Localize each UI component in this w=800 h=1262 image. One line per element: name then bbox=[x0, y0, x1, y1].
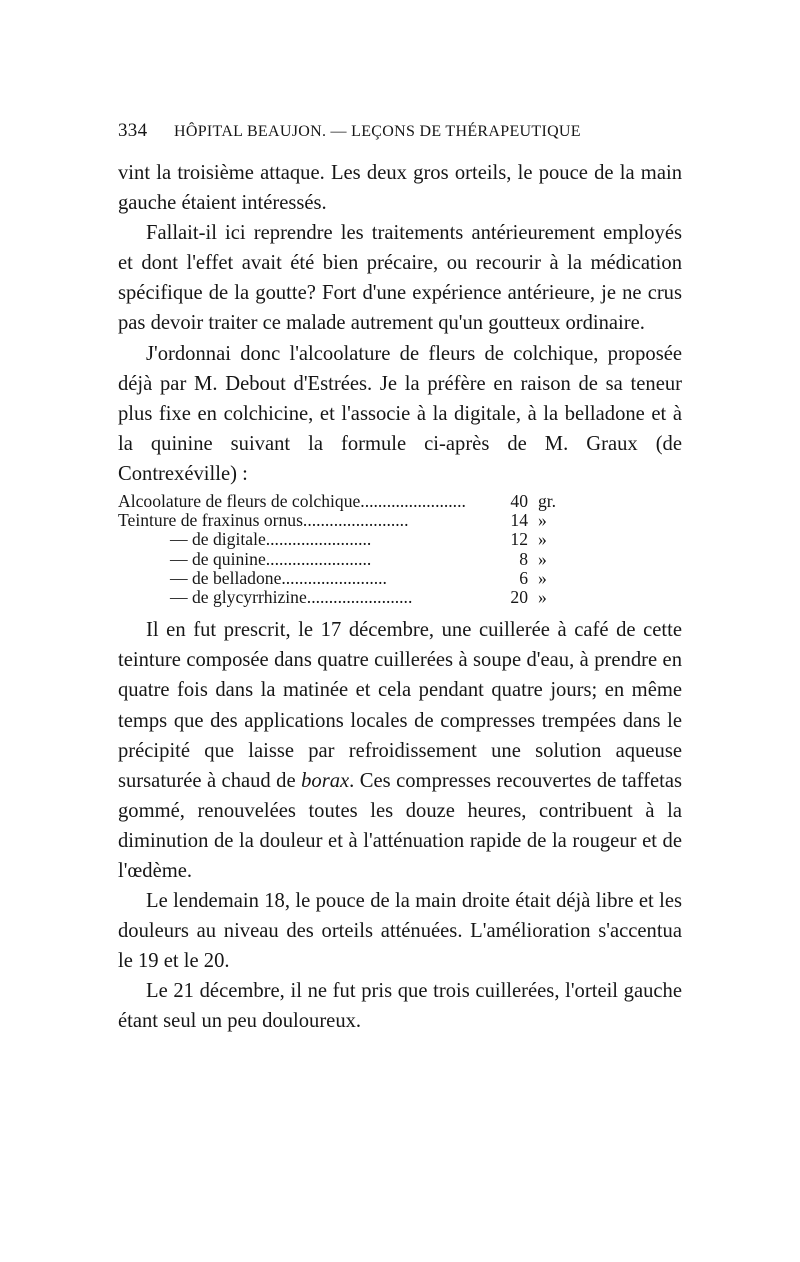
ingredient-name: Teinture de fraxinus ornus........................ bbox=[118, 511, 409, 531]
running-title: HÔPITAL BEAUJON. — LEÇONS DE THÉRAPEUTIQUE bbox=[174, 123, 581, 140]
formula-row bbox=[118, 511, 682, 530]
formula-row bbox=[118, 530, 682, 549]
ingredient-name: — de belladone........................ bbox=[170, 568, 387, 588]
ingredient-quantity: 14 bbox=[510, 510, 528, 531]
paragraph-4-text: Il en fut prescrit, le 17 décembre, une cuillerée à café de cette teinture composée dans quatre cuillerées à soupe d'eau, à prendre en quatre fois dans la matinée et cela pendant quatre jours; en même temps que des applications locales de compresses trempées dans le précipité que laisse par refroidissement une solution aqueuse sursaturée à chaud de bbox=[118, 619, 682, 792]
ingredient-name: — de quinine........................ bbox=[170, 549, 372, 569]
running-header bbox=[118, 120, 678, 142]
paragraph-4-text-cont: . Ces compresses recouvertes de taffetas gommé, renouvelées toutes les douze heures, contribuent à la diminution de la douleur et à l'atténuation rapide de la rougeur et de l'œdème. bbox=[118, 769, 683, 882]
formula-row bbox=[118, 588, 682, 607]
paragraph-6: Le 21 décembre, il ne fut pris que trois cuillerées, l'orteil gauche étant seul un peu douloureux. bbox=[118, 980, 682, 1033]
ingredient-unit: » bbox=[538, 587, 547, 608]
formula-row bbox=[118, 550, 682, 569]
paragraph-5: Le lendemain 18, le pouce de la main droite était déjà libre et les douleurs au niveau des orteils atténuées. L'amélioration s'accentua le 19 et le 20. bbox=[118, 890, 682, 973]
italic-term: borax bbox=[301, 769, 350, 792]
ingredient-name: — de glycyrrhizine........................ bbox=[170, 588, 413, 608]
ingredient-quantity: 40 bbox=[510, 491, 528, 512]
ingredient-unit: » bbox=[538, 510, 547, 531]
ingredient-name: Alcoolature de fleurs de colchique........................ bbox=[118, 492, 466, 512]
ingredient-quantity: 6 bbox=[519, 567, 528, 588]
ingredient-unit: » bbox=[538, 548, 547, 569]
ingredient-quantity: 20 bbox=[510, 587, 528, 608]
formula-table bbox=[118, 492, 682, 607]
formula-row bbox=[118, 569, 682, 588]
ingredient-unit: » bbox=[538, 567, 547, 588]
ingredient-quantity: 12 bbox=[510, 529, 528, 550]
ingredient-unit: gr. bbox=[538, 491, 557, 512]
paragraph-4 bbox=[118, 615, 682, 886]
ingredient-quantity: 8 bbox=[519, 548, 528, 569]
paragraph-3: J'ordonnai donc l'alcoolature de fleurs de colchique, proposée déjà par M. Debout d'Estrées. Je la préfère en raison de sa teneur plus fixe en colchicine, et l'associe à la digitale, à la belladone et à la quinine suivant la formule ci-après de M. Graux (de Contrexéville) : bbox=[118, 342, 682, 485]
page-number: 334 bbox=[118, 120, 148, 141]
paragraph-2: Fallait-il ici reprendre les traitements antérieurement employés et dont l'effet avait été bien précaire, ou recourir à la médication spécifique de la goutte? Fort d'une expérience antérieure, je ne crus pas devoir traiter ce malade autrement qu'un goutteux ordinaire. bbox=[118, 222, 682, 335]
paragraph-1: vint la troisième attaque. Les deux gros orteils, le pouce de la main gauche étaient intéressés. bbox=[118, 162, 682, 215]
ingredient-unit: » bbox=[538, 529, 547, 550]
ingredient-name: — de digitale........................ bbox=[170, 530, 372, 550]
body-text bbox=[118, 158, 682, 1037]
formula-row bbox=[118, 492, 682, 511]
